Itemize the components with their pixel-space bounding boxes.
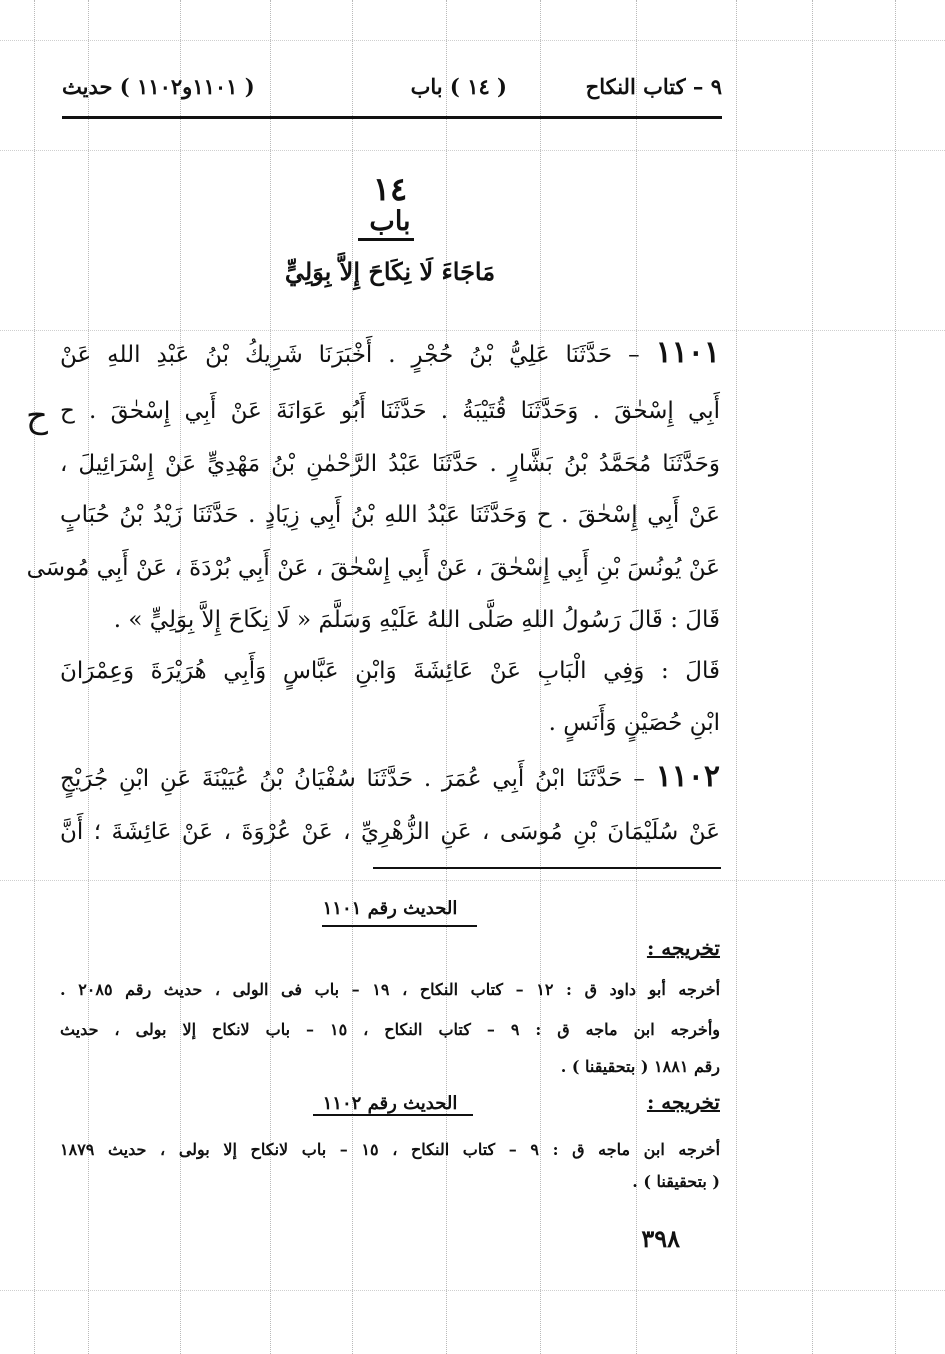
margin-ha-mark: ح <box>26 396 48 436</box>
text-line: – حَدَّثَنَا عَلِيُّ بْنُ حُجْرٍ . أَخْبَرَنَا شَرِيكُ بْنُ عَبْدِ اللهِ عَنْ <box>60 342 640 368</box>
hadith-1101-line-5: عَنْ يُونُسَ بْنِ أَبِي إِسْحٰقَ ، عَنْ أَبِي إِسْحٰقَ ، عَنْ أَبِي بُرْدَةَ ، عَنْ أَبِي مُوسَى <box>26 555 720 581</box>
takhrij-label-1101: تخريجه : <box>646 936 720 960</box>
footnote-heading-rule <box>322 925 477 927</box>
hadith-1101-line-1 <box>60 336 720 372</box>
hadith-1101-line-2: أَبِي إِسْحٰقَ . وَحَدَّثَنَا قُتَيْبَةُ . حَدَّثَنَا أَبُو عَوَانَةَ عَنْ أَبِي إِسْحٰقَ . ح <box>60 398 720 424</box>
hadith-1101-line-6: قَالَ : قَالَ رَسُولُ اللهِ صَلَّى اللهُ عَلَيْهِ وَسَلَّمَ « لَا نِكَاحَ إِلاَّ بِوَلِيٍّ » . <box>113 607 720 633</box>
header-book-title: ٩ – كتاب النكاح <box>585 74 722 99</box>
header-hadith-range: ( ١١٠١و١١٠٢ ) حديث <box>62 74 255 99</box>
footnote-1102-line-1: أخرجه ابن ماجه ق : ٩ – كتاب النكاح ، ١٥ – باب لانكاح إلا بولى ، حديث ١٨٧٩ <box>60 1140 721 1159</box>
hadith-number: ١١٠١ <box>655 335 721 370</box>
running-header <box>62 74 722 104</box>
chapter-word: باب <box>369 206 411 237</box>
footnote-1102-line-2: ( بتحقيقنا ) . <box>632 1172 720 1191</box>
page-number: ٣٩٨ <box>641 1224 680 1253</box>
bab-note-line-2: ابْنِ حُصَيْنٍ وَأَنَسٍ . <box>548 710 720 736</box>
footnote-heading-1101: الحديث رقم ١١٠١ <box>322 898 458 919</box>
hadith-1101-line-3: وَحَدَّثَنَا مُحَمَّدُ بْنُ بَشَّارٍ . حَدَّثَنَا عَبْدُ الرَّحْمٰنِ بْنُ مَهْدِيٍّ عَنْ إِسْرَائِيلَ ، <box>60 451 720 477</box>
takhrij-label-1102: تخريجه : <box>646 1090 720 1114</box>
footnote-heading-rule <box>313 1114 473 1116</box>
body-separator-rule <box>373 867 721 869</box>
bab-note-line-1: قَالَ : وَفِي الْبَابِ عَنْ عَائِشَةَ وَابْنِ عَبَّاسٍ وَأَبِي هُرَيْرَةَ وَعِمْرَانَ <box>60 658 720 684</box>
chapter-underline <box>358 238 414 241</box>
header-rule <box>62 116 722 119</box>
chapter-number: ١٤ <box>372 170 408 208</box>
hadith-1101-line-4: عَنْ أَبِي إِسْحٰقَ . ح وَحَدَّثَنَا عَبْدُ اللهِ بْنُ أَبِي زِيَادٍ . حَدَّثَنَا زَيْدُ بْنُ حُبَابٍ <box>60 502 720 528</box>
hadith-1102-line-2: عَنْ سُلَيْمَانَ بْنِ مُوسَى ، عَنِ الزُّهْرِيِّ ، عَنْ عُرْوَةَ ، عَنْ عَائِشَةَ ؛ أَنَّ <box>60 819 720 845</box>
footnote-1101-line-1: أخرجه أبو داود ق : ١٢ – كتاب النكاح ، ١٩ – باب فى الولى ، حديث رقم ٢٠٨٥ . <box>60 980 721 999</box>
hadith-1102-line-1 <box>60 760 720 796</box>
chapter-title: مَاجَاءَ لَا نِكَاحَ إِلاَّ بِوَلِيٍّ <box>284 257 496 286</box>
footnote-heading-1102: الحديث رقم ١١٠٢ <box>322 1093 458 1114</box>
hadith-number: ١١٠٢ <box>655 759 721 794</box>
footnote-1101-line-3: رقم ١٨٨١ ( بتحقيقنا ) . <box>560 1057 720 1076</box>
text-line: – حَدَّثَنَا ابْنُ أَبِي عُمَرَ . حَدَّثَنَا سُفْيَانُ بْنُ عُيَيْنَةَ عَنِ ابْنِ جُرَيْجٍ <box>60 766 645 792</box>
footnote-1101-line-2: وأخرجه ابن ماجه ق : ٩ – كتاب النكاح ، ١٥ – باب لانكاح إلا بولى ، حديث <box>60 1020 720 1039</box>
header-chapter: ( ١٤ ) باب <box>410 74 507 99</box>
